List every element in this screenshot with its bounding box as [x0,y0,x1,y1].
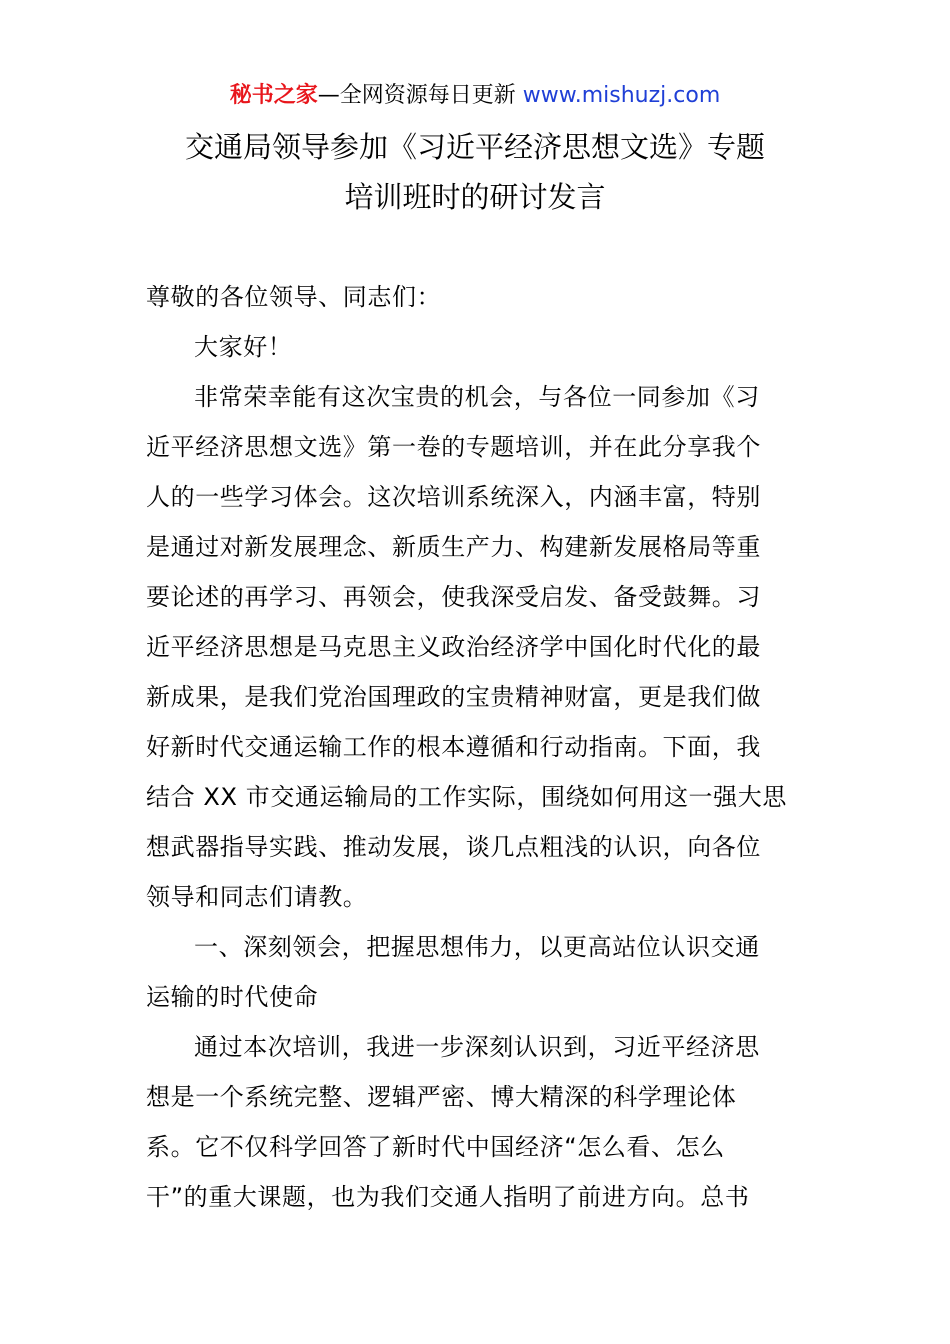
paragraph-line: 新成果，是我们党治国理政的宝贵精神财富，更是我们做 [146,683,761,711]
paragraph-line: 人的一些学习体会。这次培训系统深入，内涵丰富，特别 [146,483,761,511]
paragraph-line: 是通过对新发展理念、新质生产力、构建新发展格局等重 [146,533,761,561]
salutation: 尊敬的各位领导、同志们： [146,283,442,311]
paragraph-line: 系。它不仅科学回答了新时代中国经济“怎么看、怎么 [146,1133,725,1161]
paragraph-line: 想武器指导实践、推动发展，谈几点粗浅的认识，向各位 [146,833,761,861]
document-title-line-1: 交通局领导参加《习近平经济思想文选》专题 [184,130,765,164]
paragraph-line: 近平经济思想文选》第一卷的专题培训，并在此分享我个 [146,433,761,461]
section-heading-line: 运输的时代使命 [146,983,319,1011]
site-brand: 秘书之家 [229,83,318,108]
paragraph-line: 结合 XX 市交通运输局的工作实际，围绕如何用这一强大思 [146,783,787,811]
paragraph-line: 要论述的再学习、再领会，使我深受启发、备受鼓舞。习 [146,583,761,611]
paragraph-line: 通过本次培训，我进一步深刻认识到，习近平经济思 [194,1033,760,1061]
paragraph-line: 近平经济思想是马克思主义政治经济学中国化时代化的最 [146,633,761,661]
document-title-line-2: 培训班时的研讨发言 [344,180,606,214]
site-url-link[interactable]: www.mishuzj.com [522,83,721,108]
paragraph-line: 干”的重大课题，也为我们交通人指明了前进方向。总书 [146,1183,750,1211]
paragraph-line: 领导和同志们请教。 [146,883,368,911]
site-tagline: —全网资源每日更新 [317,83,523,108]
paragraph-line: 想是一个系统完整、逻辑严密、博大精深的科学理论体 [146,1083,737,1111]
greeting: 大家好！ [194,333,293,361]
paragraph-line: 非常荣幸能有这次宝贵的机会，与各位一同参加《习 [194,383,760,411]
site-header [0,80,950,112]
paragraph-line: 好新时代交通运输工作的根本遵循和行动指南。下面，我 [146,733,761,761]
section-heading-line: 一、深刻领会，把握思想伟力，以更高站位认识交通 [194,933,760,961]
